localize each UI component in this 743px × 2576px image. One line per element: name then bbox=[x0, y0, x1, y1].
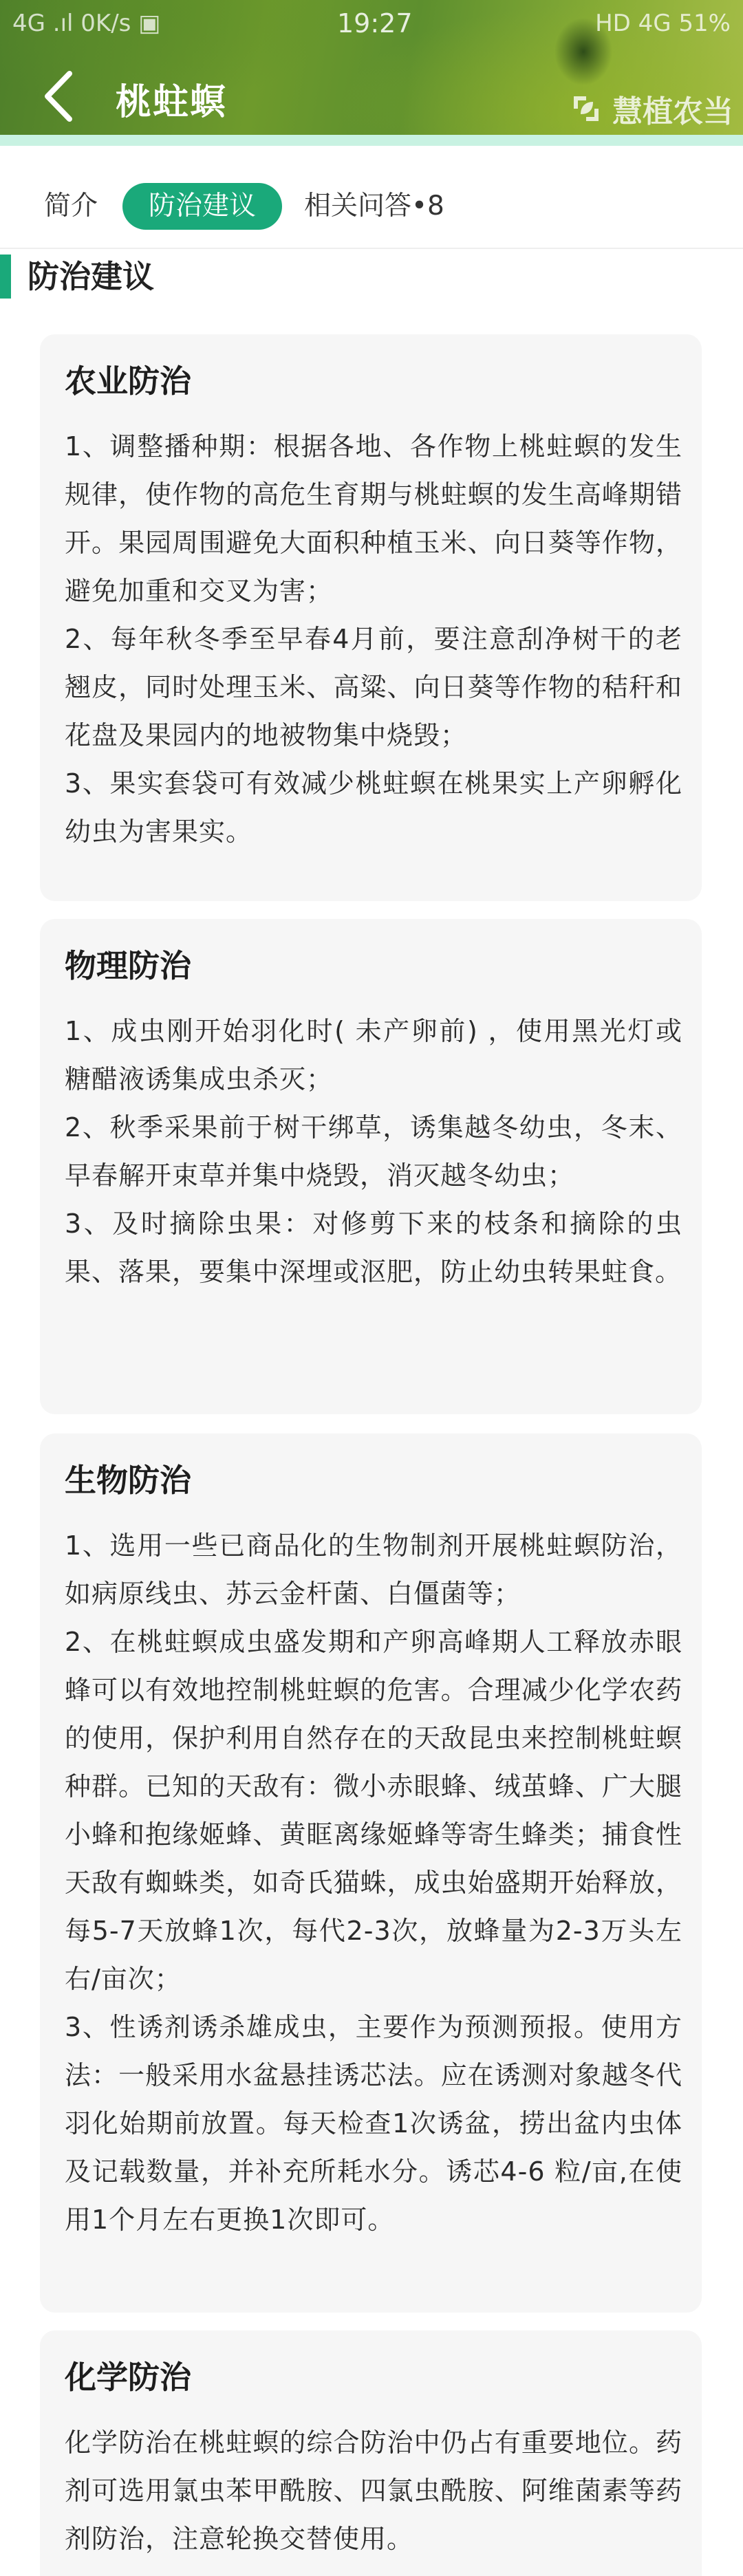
header-accent-strip bbox=[0, 135, 743, 146]
card-paragraph: 2、秋季采果前于树干绑草，诱集越冬幼虫，冬末、早春解开束草并集中烧毁，消灭越冬幼虫； bbox=[65, 1112, 682, 1191]
header-banner bbox=[0, 0, 743, 135]
card-paragraph: 化学防治在桃蛀螟的综合防治中仍占有重要地位。药剂可选用氯虫苯甲酰胺、四氯虫酰胺、阿维菌素等药剂防治，注意轮换交替使用。 bbox=[65, 2427, 682, 2554]
tab-bar bbox=[0, 146, 743, 249]
card-chemical-control bbox=[40, 2330, 702, 2576]
chevron-left-icon bbox=[43, 71, 74, 122]
card-agricultural-control bbox=[40, 334, 702, 901]
card-paragraph: 2、在桃蛀螟成虫盛发期和产卵高峰期人工释放赤眼蜂可以有效地控制桃蛀螟的危害。合理减少化学农药的使用，保护利用自然存在的天敌昆虫来控制桃蛀螟种群。已知的天敌有：微小赤眼蜂、绒茧蜂、广大腿小蜂和抱缘姬蜂、黄眶离缘姬蜂等寄生蜂类；捕食性天敌有蜘蛛类，如奇氏猫蛛，成虫始盛期开始释放，每5-7天放蜂1次，每代2-3次，放蜂量为2-3万头左右/亩次； bbox=[65, 1627, 682, 1994]
section-accent-bar bbox=[0, 255, 11, 299]
status-bar bbox=[0, 0, 743, 50]
card-biological-control bbox=[40, 1433, 702, 2313]
card-physical-control bbox=[40, 919, 702, 1414]
card-paragraph: 3、及时摘除虫果：对修剪下来的枝条和摘除的虫果、落果，要集中深埋或沤肥，防止幼虫转果蛀食。 bbox=[65, 1209, 682, 1287]
card-paragraph: 1、调整播种期：根据各地、各作物上桃蛀螟的发生规律，使作物的高危生育期与桃蛀螟的发生高峰期错开。果园周围避免大面积种植玉米、向日葵等作物，避免加重和交叉为害； bbox=[65, 431, 682, 606]
tab-related-qa[interactable]: 相关问答•8 bbox=[304, 191, 444, 221]
tab-control-advice[interactable]: 防治建议 bbox=[122, 183, 282, 230]
tab-intro[interactable]: 简介 bbox=[44, 191, 98, 221]
card-title: 生物防治 bbox=[65, 1462, 191, 1499]
brand-watermark bbox=[568, 88, 733, 129]
card-title: 物理防治 bbox=[65, 947, 191, 984]
card-paragraph: 3、果实套袋可有效减少桃蛀螟在桃果实上产卵孵化幼虫为害果实。 bbox=[65, 768, 682, 847]
card-paragraph: 1、选用一些已商品化的生物制剂开展桃蛀螟防治，如病原线虫、苏云金杆菌、白僵菌等； bbox=[65, 1530, 682, 1609]
leaf-logo-icon bbox=[568, 91, 604, 127]
card-title: 化学防治 bbox=[65, 2359, 191, 2396]
status-time: 19:27 bbox=[337, 8, 413, 39]
brand-name: 慧植农当 bbox=[612, 94, 733, 129]
section-header bbox=[0, 252, 743, 301]
status-battery: HD 4G 51% bbox=[595, 10, 731, 37]
card-title: 农业防治 bbox=[65, 362, 191, 400]
back-button[interactable] bbox=[34, 69, 83, 124]
page-title: 桃蛀螟 bbox=[116, 82, 228, 123]
status-signal: 4G .ıl 0K/s ▣ bbox=[12, 10, 161, 37]
card-paragraph: 1、成虫刚开始羽化时( 未产卵前) ，使用黑光灯或糖醋液诱集成虫杀灭； bbox=[65, 1016, 682, 1094]
card-paragraph: 2、每年秋冬季至早春4月前，要注意刮净树干的老翘皮，同时处理玉米、高粱、向日葵等作物的秸秆和花盘及果园内的地被物集中烧毁； bbox=[65, 624, 682, 750]
card-paragraph: 3、性诱剂诱杀雄成虫，主要作为预测预报。使用方法：一般采用水盆悬挂诱芯法。应在诱测对象越冬代羽化始期前放置。每天检查1次诱盆，捞出盆内虫体及记载数量，并补充所耗水分。诱芯4-6 粒/亩,在使用1个月左右更换1次即可。 bbox=[65, 2012, 682, 2235]
section-title: 防治建议 bbox=[28, 258, 154, 295]
